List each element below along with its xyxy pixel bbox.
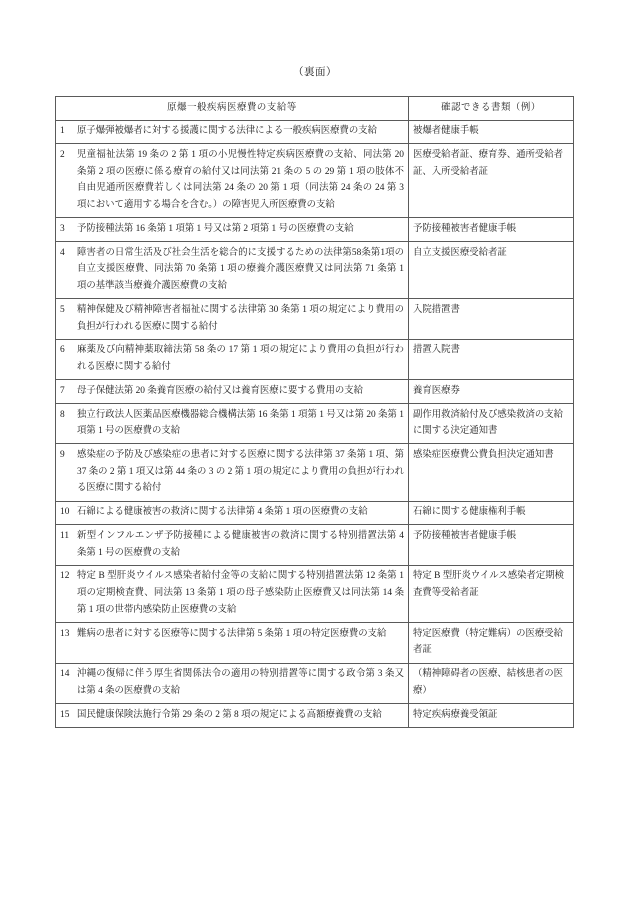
table-cell-document: 予防接種被害者健康手帳 [409, 525, 574, 565]
table-cell-item [56, 339, 409, 379]
row-number: 6 [60, 345, 65, 356]
row-number: 13 [60, 628, 70, 639]
row-number: 9 [60, 449, 65, 460]
table-row [56, 623, 574, 663]
table-cell-document: 被爆者健康手帳 [409, 120, 574, 144]
benefits-table-wrapper [55, 96, 573, 728]
row-item-text: 児童福祉法第 19 条の 2 第 1 項の小児慢性特定疾病医療費の支給、同法第 20 条第 2 項の医療に係る療育の給付又は同法第 21 条の 5 の 29 第 1 項の肢体不自由児通所医療費若しくは同法第 24 条の 20 第 1 項（同法第 24 条の 24 第 3 項において適用する場合を含む。）の障害児入所医療費の支給 [77, 149, 404, 211]
row-number: 10 [60, 507, 70, 518]
row-number: 11 [60, 530, 70, 541]
table-row [56, 144, 574, 218]
row-item-text: 国民健康保険法施行令第 29 条の 2 第 8 項の規定による高額療養費の支給 [77, 709, 382, 720]
table-row [56, 218, 574, 242]
table-cell-document: 石綿に関する健康権利手帳 [409, 501, 574, 525]
table-cell-document: 感染症医療費公費負担決定通知書 [409, 444, 574, 501]
benefits-table [55, 96, 574, 728]
row-item-text: 沖縄の復帰に伴う厚生省関係法令の適用の特別措置等に関する政令第 3 条又は第 4 条の医療費の支給 [77, 669, 404, 696]
row-number: 8 [60, 409, 65, 420]
table-cell-document: 医療受給者証、療育券、通所受給者証、入所受給者証 [409, 144, 574, 218]
table-cell-document: 自立支援医療受給者証 [409, 242, 574, 299]
table-row [56, 501, 574, 525]
table-cell-document: 予防接種被害者健康手帳 [409, 218, 574, 242]
row-item-text: 石綿による健康被害の救済に関する法律第 4 条第 1 項の医療費の支給 [77, 507, 368, 518]
table-cell-item [56, 501, 409, 525]
table-row [56, 299, 574, 339]
table-header-row [56, 97, 574, 121]
table-cell-item [56, 444, 409, 501]
table-cell-item [56, 663, 409, 703]
table-row [56, 444, 574, 501]
table-cell-item [56, 144, 409, 218]
table-cell-document: 養育医療券 [409, 380, 574, 404]
page-side-label: （裏面） [293, 67, 337, 78]
table-row [56, 525, 574, 565]
row-item-text: 母子保健法第 20 条養育医療の給付又は養育医療に要する費用の支給 [77, 385, 363, 396]
row-item-text: 難病の患者に対する医療等に関する法律第 5 条第 1 項の特定医療費の支給 [77, 628, 387, 639]
row-item-text: 感染症の予防及び感染症の患者に対する医療に関する法律第 37 条第 1 項、第 37 条の 2 第 1 項又は第 44 条の 3 の 2 第 1 項の規定により費用の負担が行われる医療に関する給付 [77, 449, 404, 494]
table-row [56, 339, 574, 379]
table-row [56, 404, 574, 444]
row-item-text: 予防接種法第 16 条第 1 項第 1 号又は第 2 項第 1 号の医療費の支給 [77, 223, 354, 234]
table-row [56, 242, 574, 299]
table-cell-item [56, 565, 409, 622]
table-cell-document: 副作用救済給付及び感染救済の支給に関する決定通知書 [409, 404, 574, 444]
table-cell-item [56, 120, 409, 144]
column-header-item: 原爆一般疾病医療費の支給等 [56, 97, 409, 121]
row-item-text: 独立行政法人医薬品医療機器総合機構法第 16 条第 1 項第 1 号又は第 20 条第 1 項第 1 号の医療費の支給 [77, 409, 404, 437]
table-cell-item [56, 299, 409, 339]
table-body [56, 120, 574, 727]
row-item-text: 麻薬及び向精神薬取締法第 58 条の 17 第 1 項の規定により費用の負担が行われる医療に関する給付 [77, 345, 404, 373]
table-row [56, 120, 574, 144]
row-item-text: 新型インフルエンザ予防接種による健康被害の救済に関する特別措置法第 4 条第 1 号の医療費の支給 [77, 530, 404, 558]
table-cell-item [56, 623, 409, 663]
row-number: 4 [60, 247, 65, 258]
row-number: 5 [60, 304, 65, 315]
row-number: 12 [60, 571, 70, 582]
table-cell-item [56, 380, 409, 404]
row-item-text: 精神保健及び精神障害者福祉に関する法律第 30 条第 1 項の規定により費用の負担が行われる医療に関する給付 [77, 304, 404, 332]
row-item-text: 障害者の日常生活及び社会生活を総合的に支援するための法律第58条第1項の自立支援医療費、同法第 70 条第 1 項の療養介護医療費又は同法第 71 条第 1 項の基準該当療養介護医療費の支給 [77, 247, 404, 292]
table-cell-item [56, 218, 409, 242]
column-header-document: 確認できる書類（例） [409, 97, 574, 121]
row-number: 15 [60, 709, 70, 720]
row-number: 2 [60, 149, 65, 160]
table-cell-document: （精神障碍者の医療、結核患者の医療） [409, 663, 574, 703]
table-cell-document: 特定医療費（特定難病）の医療受給者証 [409, 623, 574, 663]
row-item-text: 原子爆弾被爆者に対する援護に関する法律による一般疾病医療費の支給 [77, 126, 378, 137]
table-cell-item [56, 242, 409, 299]
table-cell-item [56, 404, 409, 444]
table-row [56, 704, 574, 728]
table-row [56, 380, 574, 404]
table-cell-document: 措置入院書 [409, 339, 574, 379]
table-cell-item [56, 525, 409, 565]
table-cell-document: 特定疾病療養受領証 [409, 704, 574, 728]
table-cell-document: 特定 B 型肝炎ウイルス感染者定期検査費等受給者証 [409, 565, 574, 622]
row-item-text: 特定 B 型肝炎ウイルス感染者給付金等の支給に関する特別措置法第 12 条第 1 項の定期検査費、同法第 13 条第 1 項の母子感染防止医療費又は同法第 14 条第 1 項の世帯内感染防止医療費の支給 [77, 571, 404, 615]
table-cell-document: 入院措置書 [409, 299, 574, 339]
table-header [56, 97, 574, 121]
row-number: 14 [60, 669, 70, 680]
table-cell-item [56, 704, 409, 728]
table-row [56, 565, 574, 622]
row-number: 7 [60, 385, 65, 396]
row-number: 1 [60, 126, 65, 137]
row-number: 3 [60, 223, 65, 234]
table-row [56, 663, 574, 703]
